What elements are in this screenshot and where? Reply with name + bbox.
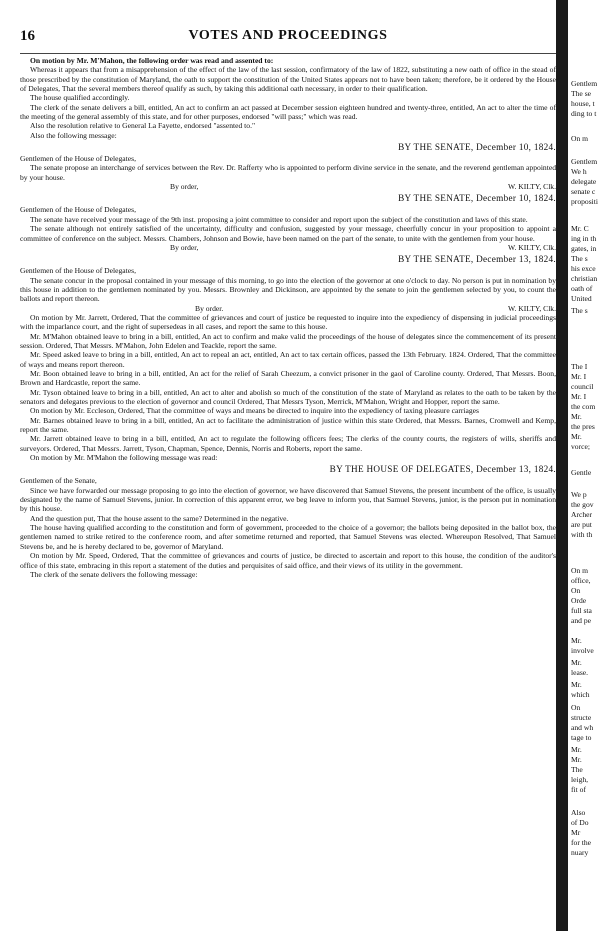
facing-page-fragment: lease. bbox=[571, 668, 589, 677]
clerk-signature: W. KILTY, Clk. bbox=[507, 242, 556, 252]
facing-page-fragment: vorce; bbox=[571, 442, 590, 451]
paragraph: On motion by Mr. M'Mahon the following message was read: bbox=[30, 453, 218, 463]
facing-page-fragment: Orde bbox=[571, 596, 587, 605]
paragraph: Mr. Barnes obtained leave to bring in a bill, entitled, An act to facilitate the administration of justice within this state Ordered, that Messrs. Barnes, Cromwell and Kemp, report the same. bbox=[20, 415, 556, 435]
paragraph: Mr. M'Mahon obtained leave to bring in a bill, entitled, An act to confirm and make valid the proceedings of the house of delegates since the commencement of its present session. Ordered, That Messrs. M'Mahon, John Edelen and Teackle, report the same. bbox=[20, 331, 556, 350]
by-order: By order, bbox=[170, 242, 199, 252]
facing-page-fragment: United bbox=[571, 294, 592, 303]
facing-page-fragment: Mr. bbox=[571, 412, 582, 421]
facing-page-fragment: with th bbox=[571, 530, 593, 539]
facing-page-fragment: On m bbox=[571, 566, 589, 575]
facing-page-fragment: office, bbox=[571, 576, 591, 585]
salutation: Gentlemen of the House of Delegates, bbox=[20, 154, 136, 164]
paragraph: Also the following message: bbox=[30, 130, 117, 140]
facing-page-fragment: The bbox=[571, 765, 583, 774]
document-page bbox=[20, 28, 556, 918]
facing-page-fragment: Mr. bbox=[571, 636, 582, 645]
facing-page-edge bbox=[568, 0, 600, 931]
facing-page-fragment: Archer bbox=[571, 510, 593, 519]
facing-page-fragment: Mr. bbox=[571, 755, 582, 764]
paragraph: The house having qualified according to the constitution and form of government, proceeded to the choice of a governor; the ballots being deposited in the ballot box, the gentlemen named to strike retired to the conference room, and after sometime returned and reported, that Samuel Stevens was elected. Whereupon Resolved, That Samuel Stevens be, and he is hereby declared to be, governor of Maryland. bbox=[20, 523, 556, 551]
paragraph: On motion by Mr. Speed, Ordered, That the committee of grievances and courts of justice, be directed to ascertain and report to this house, the condition of the auditor's office of this state, embracing in this report a statement of the duties and perquisites of said office, and their views of its utility in the government. bbox=[20, 551, 556, 570]
paragraph: On motion by Mr. M'Mahon, the following order was read and assented to: bbox=[30, 56, 274, 65]
paragraph: Mr. Boon obtained leave to bring in a bill, entitled, An act for the relief of Sarah Cheezum, a convict prisoner in the gaol of Caroline county. Ordered, That Messrs. Boon, Brown and Hardcastle, report the same. bbox=[20, 368, 556, 388]
facing-page-fragment: On bbox=[571, 586, 581, 595]
clerk-signature: W. KILTY, Clk. bbox=[507, 303, 556, 313]
clerk-signature: W. KILTY, Clk. bbox=[507, 182, 556, 192]
facing-page-fragment: oath of bbox=[571, 284, 593, 293]
paragraph: The clerk of the senate delivers a bill, entitled, An act to confirm an act passed at December session eighteen hundred and twenty-three, entitled, An act to alter the time of the meeting of the general assembly of this state, and for other purposes, endorsed "will pass;" which was read. bbox=[20, 102, 556, 122]
facing-page-fragment: Gentle bbox=[571, 468, 592, 477]
signature-line bbox=[20, 243, 556, 252]
facing-page-fragment: Gentlem bbox=[571, 157, 598, 166]
facing-page-fragment: his exce bbox=[571, 264, 596, 273]
facing-page-fragment: for the bbox=[571, 838, 592, 847]
paragraph: Since we have forwarded our message proposing to go into the election of governor, we have discovered that Samuel Stevens, the present incumbent of the office, is usually designated by the name of Samuel Stevens, junior. In correction of this apparent error, we beg leave to inform you, that Samuel Stevens, junior, is the person put in nomination by this house. bbox=[20, 485, 556, 514]
salutation: Gentlemen of the House of Delegates, bbox=[20, 205, 136, 215]
facing-page-fragment: tage to bbox=[571, 733, 592, 742]
facing-page-fragment: of Do bbox=[571, 818, 589, 827]
facing-page-fragment: The I bbox=[571, 362, 588, 371]
facing-page-fragment: delegate bbox=[571, 177, 597, 186]
facing-page-fragment: Mr. bbox=[571, 432, 582, 441]
facing-page-fragment: On bbox=[571, 703, 581, 712]
paragraph: The clerk of the senate delivers the following message: bbox=[30, 569, 198, 579]
facing-page-fragment: senate c bbox=[571, 187, 596, 196]
paragraph: The senate propose an interchange of services between the Rev. Dr. Rafferty who is appointed to perform divine service in the senate, and the reverend gentleman appointed by your house. bbox=[20, 163, 556, 182]
paragraph: Mr. Speed asked leave to bring in a bill, entitled, An act to repeal an act, entitled, An act to tax certain offices, passed the 13th February. 1824. Ordered, That the committee of ways and means report thereon. bbox=[20, 350, 556, 369]
facing-page-fragment: The s bbox=[571, 306, 588, 315]
facing-page-fragment: structe bbox=[571, 713, 592, 722]
facing-page-fragment: Mr. I bbox=[571, 372, 587, 381]
facing-page-fragment: house, t bbox=[571, 99, 595, 108]
facing-page-fragment: We h bbox=[571, 167, 587, 176]
facing-page-fragment: full sta bbox=[571, 606, 592, 615]
paragraph: And the question put, That the house assent to the same? Determined in the negative. bbox=[30, 513, 289, 523]
facing-page-fragment: which bbox=[571, 690, 590, 699]
facing-page-fragment: nuary bbox=[571, 848, 589, 857]
facing-page-fragment: gates, in bbox=[571, 244, 597, 253]
facing-page-fragment: Mr. C bbox=[571, 224, 589, 233]
by-order: By order. bbox=[195, 303, 224, 313]
paragraph: Also the resolution relative to General La Fayette, endorsed "assented to." bbox=[30, 121, 256, 131]
facing-page-fragment: ding to t bbox=[571, 109, 597, 118]
facing-page-fragment: the gov bbox=[571, 500, 594, 509]
facing-page-fragment: are put bbox=[571, 520, 592, 529]
header-rule bbox=[20, 53, 556, 54]
facing-page-fragment: and wh bbox=[571, 723, 594, 732]
facing-page-fragment: fit of bbox=[571, 785, 586, 794]
signature-line bbox=[20, 304, 556, 313]
message-heading: BY THE HOUSE OF DELEGATES, December 13, 1824. bbox=[329, 464, 556, 475]
paragraph: On motion by Mr. Eccleson, Ordered, That the committee of ways and means be directed to inquire into the expediency of taxing pleasure carriages bbox=[30, 406, 480, 416]
paragraph: Mr. Jarrett obtained leave to bring in a bill, entitled, An act to regulate the following officers fees; The clerks of the county courts, the registers of wills, sheriffs and surveyors. Ordered, That Messrs. Jarrett, Tyson, Chapman, Spence, Dennis, Norris and Roberts, report the same. bbox=[20, 434, 556, 453]
message-heading: BY THE SENATE, December 13, 1824. bbox=[398, 254, 556, 265]
signature-line bbox=[20, 182, 556, 191]
salutation: Gentlemen of the House of Delegates, bbox=[20, 266, 136, 276]
page-number: 16 bbox=[20, 28, 35, 44]
facing-page-fragment: The s bbox=[571, 254, 588, 263]
book-gutter bbox=[556, 0, 568, 931]
paragraph: The senate have received your message of the 9th inst. proposing a joint committee to consider and report upon the subject of the constitution and laws of this state. bbox=[30, 214, 528, 224]
facing-page-fragment: council bbox=[571, 382, 594, 391]
paragraph: The senate concur in the proposal contained in your message of this morning, to go into the election of the governor at one o'clock to day. No person is put in nomination by this house in addition to the gentlemen nominated by you. Messrs. Brownley and Dickinson, are appointed by the senate to join the gentlemen selected by you, to count the ballots and report thereon. bbox=[20, 275, 556, 304]
facing-page-fragment: On m bbox=[571, 134, 589, 143]
facing-page-fragment: and pe bbox=[571, 616, 592, 625]
page-header bbox=[20, 28, 556, 48]
facing-page-fragment: involve bbox=[571, 646, 594, 655]
facing-page-fragment: the com bbox=[571, 402, 596, 411]
paragraph: Mr. Tyson obtained leave to bring in a bill, entitled, An act to alter and abolish so much of the constitution of the state of Maryland as relates to the oath to be taken by the senators and delegates previous to the election of governor and council Ordered, That Messrs Tyson, Merrick, M'Mahon, Wright and Hopper, report the same. bbox=[20, 387, 556, 406]
facing-page-fragment: leigh, bbox=[571, 775, 589, 784]
paragraph: The house qualified accordingly. bbox=[30, 93, 130, 103]
facing-page-fragment: Mr. bbox=[571, 745, 582, 754]
paragraph: On motion by Mr. Jarrett, Ordered, That the committee of grievances and court of justice be requested to inquire into the expediency of dispensing in judicial proceedings with the imparlance court, and the right of supersedeas in all cases, and report the same to this house. bbox=[20, 312, 556, 332]
facing-page-fragment: propositi bbox=[571, 197, 599, 206]
facing-page-fragment: We p bbox=[571, 490, 587, 499]
message-heading: BY THE SENATE, December 10, 1824. bbox=[398, 193, 556, 204]
by-order: By order, bbox=[170, 182, 199, 192]
facing-page-fragment: the pres bbox=[571, 422, 595, 431]
paragraph: Whereas it appears that from a misapprehension of the effect of the law of the last session, confirmatory of the law of 1822, substituting a new oath of office in the stead of those prescribed by the constitution of Maryland, the oath to support the constitution of the United States appears not to have been taken; therefore, be it ordered by the House of Delegates, That the several members thereof qualify as such, by taking this additional oath necessary, in order to their qualification. bbox=[20, 65, 556, 94]
facing-page-fragment: christian bbox=[571, 274, 598, 283]
facing-page-fragment: The se bbox=[571, 89, 592, 98]
facing-page-fragment: Mr. bbox=[571, 680, 582, 689]
message-heading: BY THE SENATE, December 10, 1824. bbox=[398, 142, 556, 153]
facing-page-fragment: Mr. I bbox=[571, 392, 587, 401]
facing-page-fragment: ing in th bbox=[571, 234, 597, 243]
paragraph: The senate although not entirely satisfied of the uncertainty, difficulty and confusion, suggested by your message, cheerfully concur in your proposition to appoint a committee of conference on the subject. Messrs. Chambers, Johnson and Bowie, have been named on the part of the senate, to unite with the gentlemen from your house. bbox=[20, 224, 556, 243]
facing-page-fragment: Mr. bbox=[571, 658, 582, 667]
facing-page-fragment: Gentlem bbox=[571, 79, 598, 88]
facing-page-fragment: Mr bbox=[571, 828, 581, 837]
salutation: Gentlemen of the Senate, bbox=[20, 476, 97, 486]
facing-page-fragment: Also bbox=[571, 808, 586, 817]
page-title: VOTES AND PROCEEDINGS bbox=[188, 28, 388, 43]
